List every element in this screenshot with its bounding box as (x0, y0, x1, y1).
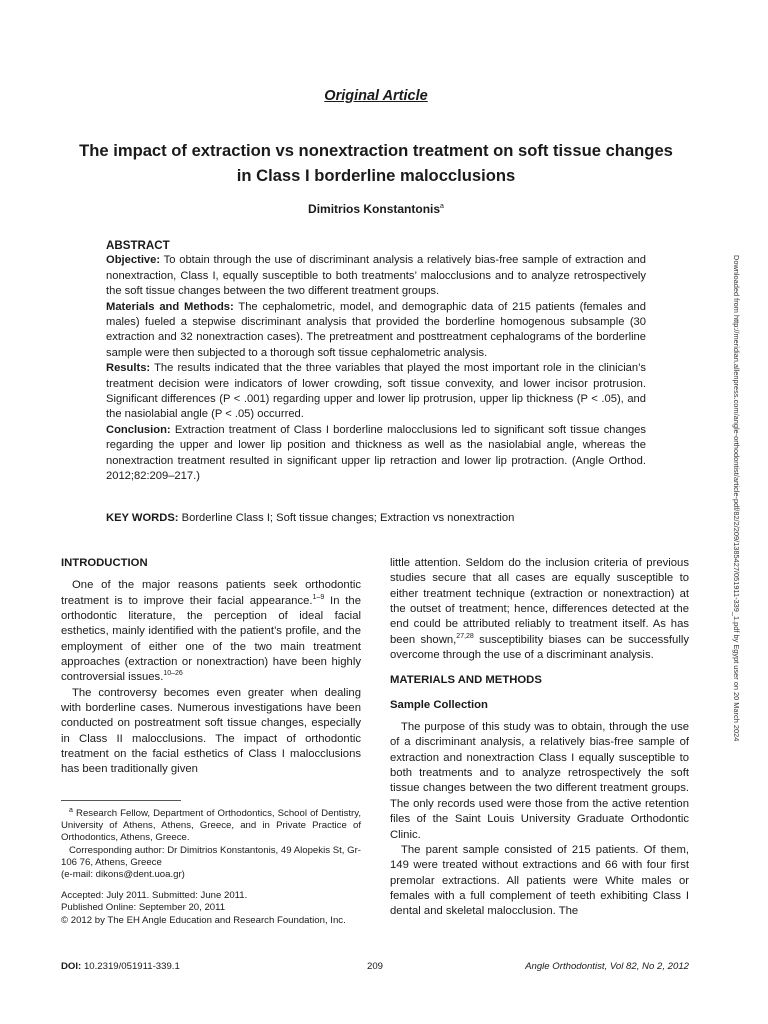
methods-text: The cephalometric, model, and demographic data of 215 patients (females and males) fueled a stepwise discriminant analysis that provided the borderline homogenous subsample (30 extraction and 32 nonextraction cases). The pretreatment and posttreatment cephalograms of the borderline sample were then subjected to a thorough soft tissue cephalometric analysis. (106, 300, 647, 359)
author-name: Dimitrios Konstantonis (308, 202, 441, 216)
sample-paragraph-1: The purpose of this study was to obtain, through the use of a discriminant analysis, a relatively bias-free sample of extraction and nonextraction Class I equally susceptible to both treatments and to analyze retrospectively the soft tissue changes between the two different treatment groups. The only records used were those from the active retention files of the Saint Louis University Graduate Orthodontic Clinic. (390, 721, 689, 841)
keywords (106, 511, 646, 526)
abstract-heading: ABSTRACT (106, 239, 170, 252)
citation-ref: 10–26 (163, 670, 183, 678)
objective-text: To obtain through the use of discriminant analysis a relatively bias-free sample of extraction and nonextraction, Class I, equally susceptible to both treatments’ malocclusions and to analyze retrospectively the soft tissue changes between the two different treatment groups. (106, 254, 647, 298)
sample-collection-heading: Sample Collection (390, 698, 488, 711)
intro-p1-text: One of the major reasons patients seek orthodontic treatment is to improve their facial appearance. (61, 579, 361, 607)
page-number: 209 (367, 961, 384, 972)
citation-ref: 27,28 (456, 632, 474, 640)
keywords-label: KEY WORDS: (106, 512, 179, 524)
intro-paragraph-3 (390, 556, 689, 663)
left-column (61, 556, 361, 778)
methods-label: Materials and Methods: (106, 300, 234, 313)
footnote-rule (61, 800, 181, 801)
affiliation-text: Research Fellow, Department of Orthodontics, School of Dentistry, University of Athens, Athens, Greece, and in Private Practice of Orthodontics, Athens, Greece. (61, 808, 361, 844)
abstract (106, 238, 646, 485)
intro-paragraph-1 (61, 578, 361, 685)
footnote-copyright: © 2012 by The EH Angle Education and Research Foundation, Inc. (61, 914, 346, 926)
download-watermark: Downloaded from http://meridian.allenpress.com/angle-orthodontist/article-pdf/82/2/209/1385427/051911-339_1.pdf by Egypt user on 20 March 2024 (732, 255, 741, 742)
conclusion-label: Conclusion: (106, 423, 171, 436)
article-type-label: Original Article (324, 88, 428, 104)
conclusion-text: Extraction treatment of Class I borderline malocclusions led to significant soft tissue changes regarding the upper and lower lip position and thickness as well as the nasiolabial angle, whereas the nonextraction treatment resulted in significant upper lip retraction and lower lip protraction. (Angle Orthod. 2012;82:209–217.) (106, 423, 646, 483)
doi-label: DOI: (61, 961, 82, 972)
abstract-methods (106, 300, 646, 362)
results-text: The results indicated that the three variables that played the most important role in the clinician’s treatment decision were indicators of lower crowding, soft tissue convexity, and lower incisor protrusion. Significant differences (P < .001) regarding upper and lower lip protrusion, upper lip thickness (P < .05), and the nasiolabial angle (P < .05) occurred. (106, 362, 647, 421)
article-title (50, 138, 702, 188)
author-affiliation-marker: a (440, 203, 444, 210)
objective-label: Objective: (106, 254, 161, 267)
abstract-objective (106, 253, 646, 299)
citation-ref: 1–9 (312, 593, 325, 601)
affiliation-marker: a (69, 806, 73, 814)
intro-p1-text-cont: In the orthodontic literature, the perception of ideal facial esthetics, mainly identified with the patient’s profile, and the employment of either one of the two main treatment approaches (extraction or nonextraction) have been highly controversial issues. (61, 594, 361, 684)
right-p1-text: little attention. Seldom do the inclusion criteria of previous studies secure that all cases are equally susceptible to either treatment technique (extraction or nonextraction) at the outset of treatment; hence, differences detected at the end could be attributed reliably to treatment itself. As has been shown, (390, 557, 689, 646)
results-label: Results: (106, 362, 151, 375)
doi-link[interactable]: 10.2319/051911-339.1 (83, 961, 180, 972)
author-line (0, 202, 752, 216)
introduction-heading: INTRODUCTION (61, 557, 148, 569)
title-line-2: in Class I borderline malocclusions (236, 166, 516, 185)
keywords-text: Borderline Class I; Soft tissue changes; Extraction vs nonextraction (181, 512, 515, 524)
intro-paragraph-2: The controversy becomes even greater when dealing with borderline cases. Numerous investigations have been conducted on postreatment soft tissue changes, especially in Class II malocclusions. The impact of orthodontic treatment on the facial esthetics of Class I malocclusions has been traditionally given (61, 686, 361, 776)
sample-paragraph-2: The parent sample consisted of 215 patients. Of them, 149 were treated without extractions and 66 with four first premolar extractions. All patients were White males or females with a full complement of teeth exhibiting Class I dental and skeletal malocclusion. The (390, 843, 689, 918)
footnote-accepted: Accepted: July 2011. Submitted: June 2011. (61, 890, 248, 902)
footnotes (61, 808, 361, 927)
right-p1-text-cont: susceptibility biases can be successfully overcome through the use of a discriminant analysis. (390, 633, 689, 662)
journal-citation: Angle Orthodontist, Vol 82, No 2, 2012 (525, 961, 689, 972)
methods-heading: MATERIALS AND METHODS (390, 674, 542, 687)
footnote-affiliation (61, 808, 361, 845)
abstract-results (106, 361, 646, 423)
right-column (390, 556, 689, 920)
footnote-email: (e-mail: dikons@dent.uoa.gr) (61, 869, 185, 881)
doi (61, 961, 180, 972)
abstract-conclusion (106, 423, 646, 485)
footnote-published: Published Online: September 20, 2011 (61, 902, 226, 914)
footnote-corresponding: Corresponding author: Dr Dimitrios Konstantonis, 49 Alopekis St, Gr-106 76, Athens, Greece (61, 844, 361, 868)
title-line-1: The impact of extraction vs nonextraction treatment on soft tissue changes (79, 141, 673, 160)
